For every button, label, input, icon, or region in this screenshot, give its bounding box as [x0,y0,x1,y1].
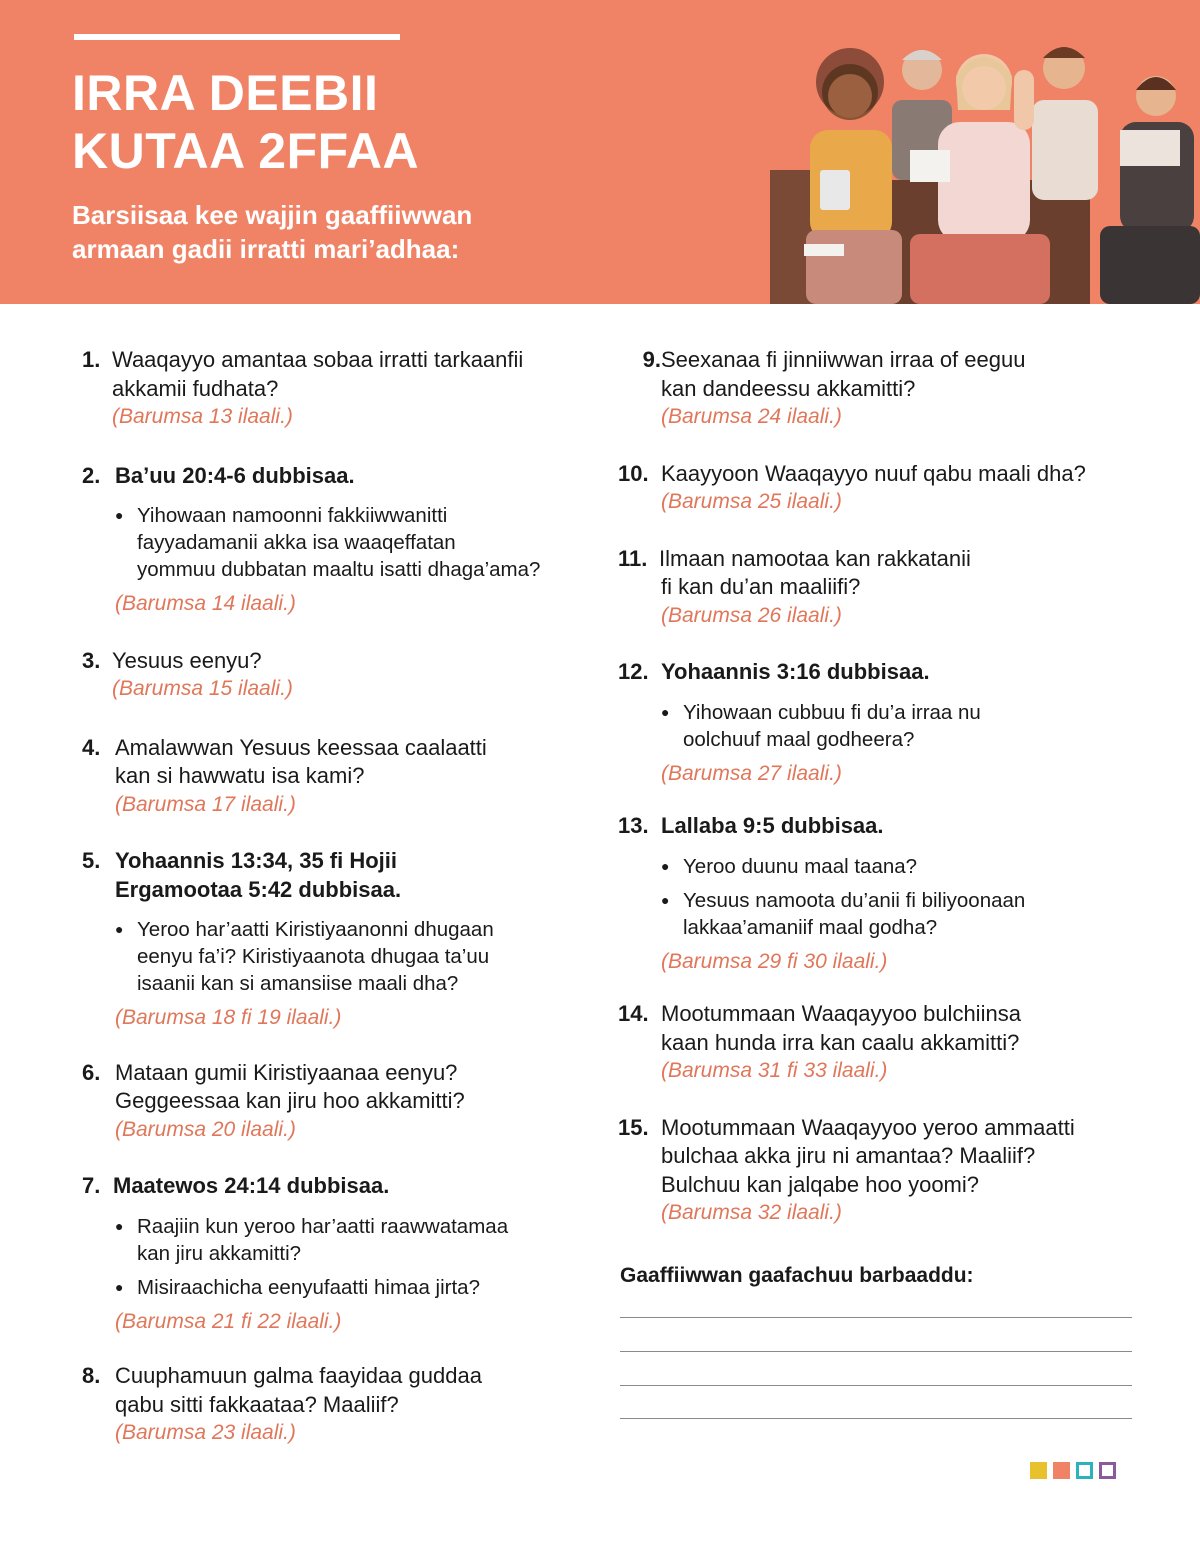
reference-text: (Barumsa 14 ilaali.) [115,592,296,615]
question-text [115,1059,465,1145]
question-line: kan si hawwatu isa kami? [115,763,365,788]
question-text [112,346,523,432]
bullet-list [115,502,582,583]
question-item [82,1362,582,1448]
reference-text: (Barumsa 31 fi 33 ilaali.) [661,1059,888,1082]
bullet-item [661,853,1138,880]
question-item [618,1114,1138,1228]
bullet-line: Yesuus namoota du’anii fi biliyoonaan [683,888,1026,912]
bullet-list [115,916,582,997]
question-text [113,1172,389,1201]
question-item [82,1059,582,1145]
answer-line[interactable] [620,1317,1132,1318]
question-line: Maatewos 24:14 dubbisaa. [113,1173,390,1198]
question-text [115,847,401,904]
bullet-line: isaanii kan si amansiise maali dha? [137,972,459,995]
question-number: 6. [82,1059,101,1085]
bullet-line: Yihowaan cubbuu fi du’a irraa nu [683,700,981,724]
bullet-line: Yeroo har’aatti Kiristiyaanonni dhugaan [137,918,494,941]
bullet-line: Misiraachicha eenyufaatti himaa jirta? [137,1275,480,1299]
question-line: Geggeessaa kan jiru hoo akkamitti? [115,1088,465,1113]
question-item [82,734,582,820]
reference-text: (Barumsa 17 ilaali.) [115,792,296,816]
bullet-item [115,502,582,583]
question-text [661,460,1086,517]
question-number: 1. [82,347,101,372]
reference-text: (Barumsa 20 ilaali.) [115,1117,296,1141]
question-text [661,658,930,687]
question-number: 4. [82,734,101,760]
question-item [618,460,1138,517]
reference-text: (Barumsa 24 ilaali.) [661,405,842,428]
question-number: 5. [82,848,101,873]
reference-text: (Barumsa 13 ilaali.) [112,405,293,428]
question-line: bulchaa akka jiru ni amantaa? Maaliif? [661,1143,1036,1168]
bullet-line: lakkaa’amaniif maal godha? [683,915,938,939]
question-item [618,658,1138,788]
question-number: 13. [618,813,649,838]
question-text [112,647,293,704]
reference-text: (Barumsa 26 ilaali.) [661,603,842,627]
question-text [659,545,971,631]
question-item [82,462,582,619]
answer-line[interactable] [620,1418,1132,1419]
reference-text: (Barumsa 29 fi 30 ilaali.) [661,949,888,973]
purple-outline-square-icon [1099,1462,1116,1479]
bullet-line: oolchuuf maal godheera? [683,727,915,751]
answer-line[interactable] [620,1351,1132,1352]
question-text [661,1000,1021,1086]
question-line: Mootummaan Waaqayyoo bulchiinsa [661,1001,1021,1026]
people-in-audience-illustration [760,30,1200,304]
question-number: 2. [82,462,101,488]
questions-left-column [82,346,582,1448]
bullet-list [115,1213,582,1301]
bullet-line: Yihowaan namoonni fakkiiwwanitti [137,504,448,527]
question-line: Yesuus eenyu? [112,647,262,673]
question-line: Ba’uu 20:4-6 dubbisaa. [115,462,355,488]
bullet-dot-icon: ● [661,857,670,874]
question-item [618,812,1138,976]
bullet-dot-icon: ● [115,921,124,937]
question-line: Cuuphamuun galma faayidaa guddaa [115,1363,482,1388]
page-title [72,64,419,180]
question-text [661,812,884,841]
bullet-item [661,699,1138,753]
bullet-dot-icon: ● [115,1217,124,1234]
question-number: 12. [618,659,649,684]
question-item [618,545,1138,631]
teal-outline-square-icon [1076,1462,1093,1479]
header-banner [0,0,1200,304]
question-line: Waaqayyo amantaa sobaa irratti tarkaanfii [112,347,524,372]
bullet-dot-icon: ● [661,891,670,908]
question-line: Yohaannis 13:34, 35 fi Hojii [115,848,398,873]
bullet-item [115,916,582,997]
question-item [618,1000,1138,1086]
reference-text: (Barumsa 21 fi 22 ilaali.) [115,1309,342,1333]
question-line: fi kan du’an maaliifi? [661,574,861,599]
bullet-dot-icon: ● [115,1278,124,1295]
question-number: 14. [618,1001,649,1026]
reference-text: (Barumsa 23 ilaali.) [115,1421,296,1444]
page-subtitle [72,198,472,266]
question-item [82,346,582,432]
question-number: 7. [82,1173,101,1198]
question-text [115,1362,482,1448]
reference-text: (Barumsa 25 ilaali.) [661,490,842,513]
question-line: Ilmaan namootaa kan rakkatanii [659,545,971,571]
additional-questions-heading: Gaaffiiwwan gaafachuu barbaaddu: [620,1264,974,1287]
bullet-list [661,699,1138,753]
bullet-item [115,1274,582,1301]
bullet-line: Yeroo duunu maal taana? [683,854,918,878]
answer-line[interactable] [620,1385,1132,1386]
reference-text: (Barumsa 18 fi 19 ilaali.) [115,1006,342,1029]
question-line: Seexanaa fi jinniiwwan irraa of eeguu [661,347,1026,372]
bullet-line: fayyadamanii akka isa waaqeffatan [137,531,456,554]
question-number: 8. [82,1363,101,1388]
questions-right-column [618,346,1138,1228]
question-line: Lallaba 9:5 dubbisaa. [661,813,884,838]
question-number: 9. [642,347,661,372]
yellow-square-icon [1030,1462,1047,1479]
bullet-line: eenyu fa’i? Kiristiyaanota dhugaa ta’uu [137,945,490,968]
question-number: 15. [618,1114,649,1140]
coral-square-icon [1053,1462,1070,1479]
question-line: Yohaannis 3:16 dubbisaa. [661,659,930,684]
question-number: 10. [618,460,649,486]
question-line: Bulchuu kan jalqabe hoo yoomi? [661,1171,980,1197]
bullet-dot-icon: ● [661,703,670,720]
question-text [661,346,1025,432]
decorative-squares [1030,1462,1116,1479]
question-line: qabu sitti fakkaataa? Maaliif? [115,1391,399,1417]
title-line: KUTAA 2FFAA [72,123,420,179]
question-item [82,1172,582,1336]
bullet-line: kan jiru akkamitti? [137,1241,302,1265]
reference-text: (Barumsa 32 ilaali.) [661,1201,842,1224]
subtitle-line: armaan gadii irratti mari’adhaa: [72,234,460,264]
title-line: IRRA DEEBII [72,65,379,121]
bullet-list [661,853,1138,941]
reference-text: (Barumsa 15 ilaali.) [112,677,293,700]
question-text [115,462,355,491]
question-line: Mootummaan Waaqayyoo yeroo ammaatti [661,1114,1075,1140]
question-line: Mataan gumii Kiristiyaanaa eenyu? [115,1059,458,1085]
question-item [618,346,1138,432]
subtitle-line: Barsiisaa kee wajjin gaaffiiwwan [72,200,473,230]
bullet-item [661,887,1138,941]
question-line: Kaayyoon Waaqayyo nuuf qabu maali dha? [661,460,1086,486]
question-line: kaan hunda irra kan caalu akkamitti? [661,1029,1020,1055]
reference-text: (Barumsa 27 ilaali.) [661,761,842,785]
bullet-item [115,1213,582,1267]
bullet-line: yommuu dubbatan maaltu isatti dhaga’ama? [137,558,541,581]
question-line: akkamii fudhata? [112,375,279,401]
question-number: 3. [82,647,101,673]
question-line: kan dandeessu akkamitti? [661,375,916,401]
question-item [82,647,582,704]
bullet-line: Raajiin kun yeroo har’aatti raawwatamaa [137,1214,509,1238]
question-line: Amalawwan Yesuus keessaa caalaatti [115,734,487,760]
question-number: 11. [618,545,648,571]
bullet-dot-icon: ● [115,507,124,523]
question-text [115,734,487,820]
header-rule [74,34,400,40]
question-text [661,1114,1075,1228]
question-line: Ergamootaa 5:42 dubbisaa. [115,876,402,902]
question-item [82,847,582,1033]
